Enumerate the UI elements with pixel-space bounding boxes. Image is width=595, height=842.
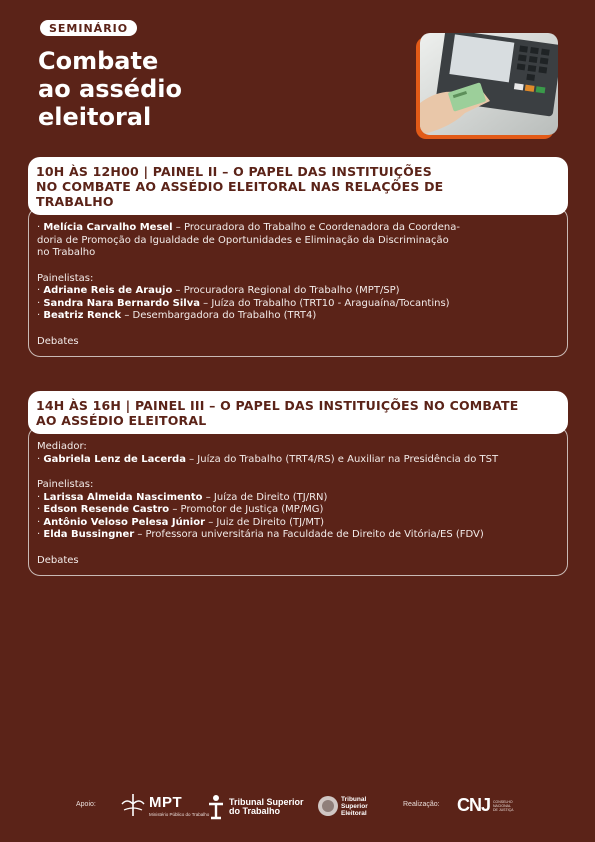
panel-2-heading <box>28 157 568 215</box>
person-role: – Desembargadora do Trabalho (TRT4) <box>121 310 317 321</box>
person-role: – Juíza do Trabalho (TRT4/RS) e Auxiliar na Presidência do TST <box>185 453 499 465</box>
mpt-emblem-icon <box>118 792 148 818</box>
debates-label: Debates <box>37 335 79 347</box>
realization-label: Realização: <box>403 801 440 808</box>
cnj-logo <box>457 795 513 816</box>
tse-logo <box>317 794 368 818</box>
panelist-entry: · Adriane Reis de Araujo – Procuradora Regional do Trabalho (MPT/SP) <box>37 285 400 296</box>
panelist-entry: · Larissa Almeida Nascimento – Juíza de Direito (TJ/RN) <box>37 491 328 503</box>
title-line: ao assédio <box>38 75 182 103</box>
tse-line1: Tribunal <box>341 795 367 803</box>
heading-line: AO ASSÉDIO ELEITORAL <box>36 413 207 428</box>
support-label: Apoio: <box>76 801 96 808</box>
page-title <box>38 47 182 131</box>
heading-line: 10H ÀS 12H00 | PAINEL II – O PAPEL DAS INSTITUIÇÕES <box>36 164 432 179</box>
person-name: Sandra Nara Bernardo Silva <box>43 297 200 309</box>
panelist-entry: · Edson Resende Castro – Promotor de Justiça (MP/MG) <box>37 504 324 515</box>
panel-3 <box>28 391 568 576</box>
mpt-logo <box>118 792 209 818</box>
tst-emblem-icon <box>207 794 225 820</box>
person-name: Beatriz Renck <box>43 310 122 321</box>
panel-3-body <box>28 426 568 576</box>
person-role: – Juiz de Direito (TJ/MT) <box>205 516 325 528</box>
mediator-entry: · Melícia Carvalho Mesel – Procuradora do Trabalho e Coordenadora da Coordena- <box>37 222 460 233</box>
tst-line1: Tribunal Superior <box>229 797 304 807</box>
cnj-sub-line: DE JUSTIÇA <box>493 807 514 812</box>
heading-line: TRABALHO <box>36 194 114 209</box>
panel-2-body <box>28 207 568 357</box>
heading-line: 14H ÀS 16H | PAINEL III – O PAPEL DAS INSTITUIÇÕES NO COMBATE <box>36 398 519 413</box>
panel-2 <box>28 157 568 357</box>
tst-line2: do Trabalho <box>229 806 281 816</box>
panelist-entry: · Elda Bussingner – Professora universitária na Faculdade de Direito de Vitória/ES (FDV) <box>37 529 484 540</box>
mediator-label: Mediador: <box>37 441 87 452</box>
person-role: – Promotor de Justiça (MP/MG) <box>169 504 324 515</box>
panelists-label: Painelistas: <box>37 272 94 284</box>
panelist-entry: · Antônio Veloso Pelesa Júnior – Juiz de Direito (TJ/MT) <box>37 516 325 528</box>
person-name: Melícia Carvalho Mesel <box>43 222 173 233</box>
mediator-role-cont: no Trabalho <box>37 247 96 258</box>
person-role: – Juíza do Trabalho (TRT10 - Araguaína/Tocantins) <box>200 297 450 309</box>
person-role: – Procuradora Regional do Trabalho (MPT/SP) <box>172 285 400 296</box>
mpt-subtitle: Ministério Público do Trabalho <box>149 811 210 817</box>
tse-line2: Superior <box>341 802 368 810</box>
person-role: – Professora universitária na Faculdade de Direito de Vitória/ES (FDV) <box>134 529 484 540</box>
debates-label: Debates <box>37 554 79 566</box>
footer-logos <box>0 790 595 830</box>
tst-logo <box>207 794 304 820</box>
mpt-name: MPT <box>149 793 183 811</box>
title-line: Combate <box>38 47 159 75</box>
person-name: Larissa Almeida Nascimento <box>43 491 203 503</box>
mediator-role-cont: doria de Promoção da Igualdade de Oportunidades e Eliminação da Discriminação <box>37 234 449 246</box>
person-name: Gabriela Lenz de Lacerda <box>43 453 186 465</box>
panel-3-heading <box>28 391 568 434</box>
person-name: Edson Resende Castro <box>43 504 170 515</box>
heading-line: NO COMBATE AO ASSÉDIO ELEITORAL NAS RELAÇÕES DE <box>36 179 444 194</box>
person-role: – Juíza de Direito (TJ/RN) <box>202 491 328 503</box>
panelists-label: Painelistas: <box>37 479 94 490</box>
person-role: – Procuradora do Trabalho e Coordenadora da Coordena- <box>172 222 460 233</box>
person-name: Elda Bussingner <box>43 529 135 540</box>
tse-emblem-icon <box>317 794 339 818</box>
voting-machine-photo <box>420 33 558 135</box>
person-name: Adriane Reis de Araujo <box>43 285 173 296</box>
person-name: Antônio Veloso Pelesa Júnior <box>43 516 206 528</box>
title-line: eleitoral <box>38 103 152 131</box>
panelist-entry: · Sandra Nara Bernardo Silva – Juíza do Trabalho (TRT10 - Araguaína/Tocantins) <box>37 297 450 309</box>
panelist-entry: · Beatriz Renck – Desembargadora do Trabalho (TRT4) <box>37 310 317 321</box>
tse-line3: Eleitoral <box>341 809 367 817</box>
seminar-badge: SEMINÁRIO <box>40 20 137 36</box>
cnj-sub-line: NACIONAL <box>493 803 511 808</box>
mediator-entry: · Gabriela Lenz de Lacerda – Juíza do Trabalho (TRT4/RS) e Auxiliar na Presidência do TST <box>37 453 499 465</box>
cnj-name: CNJ <box>457 795 491 815</box>
cnj-sub-line: CONSELHO <box>493 799 513 804</box>
